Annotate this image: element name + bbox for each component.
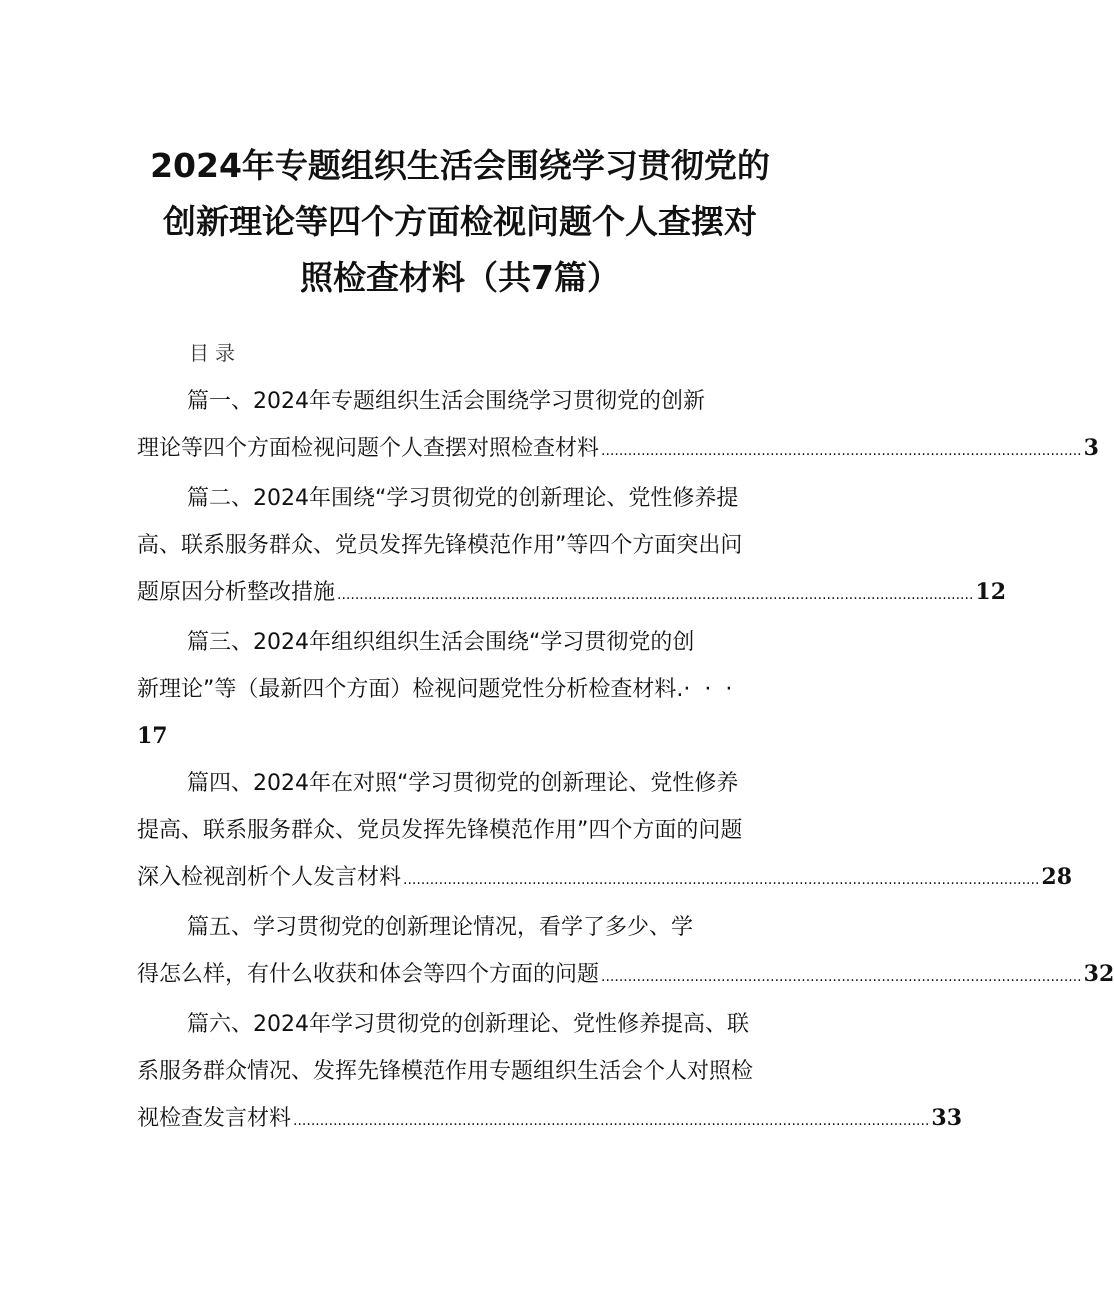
toc-entry-2-last-line (137, 569, 1007, 619)
title-line-3: 照检查材料（共7篇） (300, 258, 620, 297)
toc-entry-3[interactable] (137, 619, 787, 760)
toc-entry-5-page: 32 (1083, 961, 1114, 987)
toc-entry-5-last-line (137, 951, 1114, 1001)
toc-entry-3-page: 17 (137, 723, 168, 749)
toc-entry-3-dots: ··· (683, 677, 747, 702)
toc-entry-3-line-1: 篇三、2024年组织组织生活会围绕“学习贯彻党的创 (187, 630, 695, 655)
toc-entry-2[interactable] (137, 475, 1007, 619)
toc-entry-2-page: 12 (975, 579, 1007, 605)
toc-entry-4-page: 28 (1041, 864, 1073, 890)
toc-entry-6[interactable] (137, 1001, 963, 1145)
toc-entry-1-line-1: 篇一、2024年专题组织生活会围绕学习贯彻党的创新 (187, 389, 705, 414)
title-line-1: 2024年专题组织生活会围绕学习贯彻党的 (150, 146, 770, 185)
toc-entry-5-line-2: 得怎么样，有什么收获和体会等四个方面的问题 (137, 962, 600, 987)
dot-leader: ............................................................................................................................................... (293, 1113, 930, 1129)
dot-leader: ............................................................................................................ (601, 443, 1082, 459)
toc-entry-2-line-1: 篇二、2024年围绕“学习贯彻党的创新理论、党性修养提 (187, 486, 739, 511)
toc-entry-6-page: 33 (931, 1105, 963, 1131)
toc-heading: 目录 (189, 341, 241, 365)
title-line-2: 创新理论等四个方面检视问题个人查摆对 (163, 202, 757, 241)
toc-entry-4[interactable] (137, 760, 1073, 904)
toc-entry-1[interactable] (137, 378, 1099, 475)
toc-entry-2-line-3: 题原因分析整改措施 (137, 580, 336, 605)
document-title (130, 138, 790, 306)
toc-entry-6-last-line (137, 1095, 963, 1145)
dot-leader: ............................................................................................................ (601, 969, 1082, 985)
toc-entry-4-line-3: 深入检视剖析个人发言材料 (137, 865, 402, 890)
toc-entry-2-line-2: 高、联系服务群众、党员发挥先锋模范作用”等四个方面突出问 (137, 533, 743, 558)
toc-entry-6-line-2: 系服务群众情况、发挥先锋模范作用专题组织生活会个人对照检 (137, 1059, 754, 1084)
toc-entry-4-last-line (137, 854, 1073, 904)
toc-entry-6-line-3: 视检查发言材料 (137, 1106, 292, 1131)
toc-entry-4-line-2: 提高、联系服务群众、党员发挥先锋模范作用”四个方面的问题 (137, 818, 743, 843)
toc-entry-5-line-1: 篇五、学习贯彻党的创新理论情况，看学了多少、学 (187, 915, 694, 940)
toc-entry-4-line-1: 篇四、2024年在对照“学习贯彻党的创新理论、党性修养 (187, 771, 739, 796)
toc-entry-1-page: 3 (1083, 435, 1099, 461)
toc-entry-5[interactable] (137, 904, 1114, 1001)
toc-entry-1-last-line (137, 425, 1099, 475)
dot-leader: ............................................................................................................................................... (337, 587, 974, 603)
toc-entry-3-line-2 (137, 666, 787, 713)
toc-entry-3-line-2-text: 新理论”等（最新四个方面）检视问题党性分析检查材料. (137, 677, 684, 702)
toc-entry-6-line-1: 篇六、2024年学习贯彻党的创新理论、党性修养提高、联 (187, 1012, 749, 1037)
dot-leader: ............................................................................................................................................... (403, 872, 1040, 888)
toc-entry-1-line-2: 理论等四个方面检视问题个人查摆对照检查材料 (137, 436, 600, 461)
table-of-contents (137, 378, 1114, 1145)
